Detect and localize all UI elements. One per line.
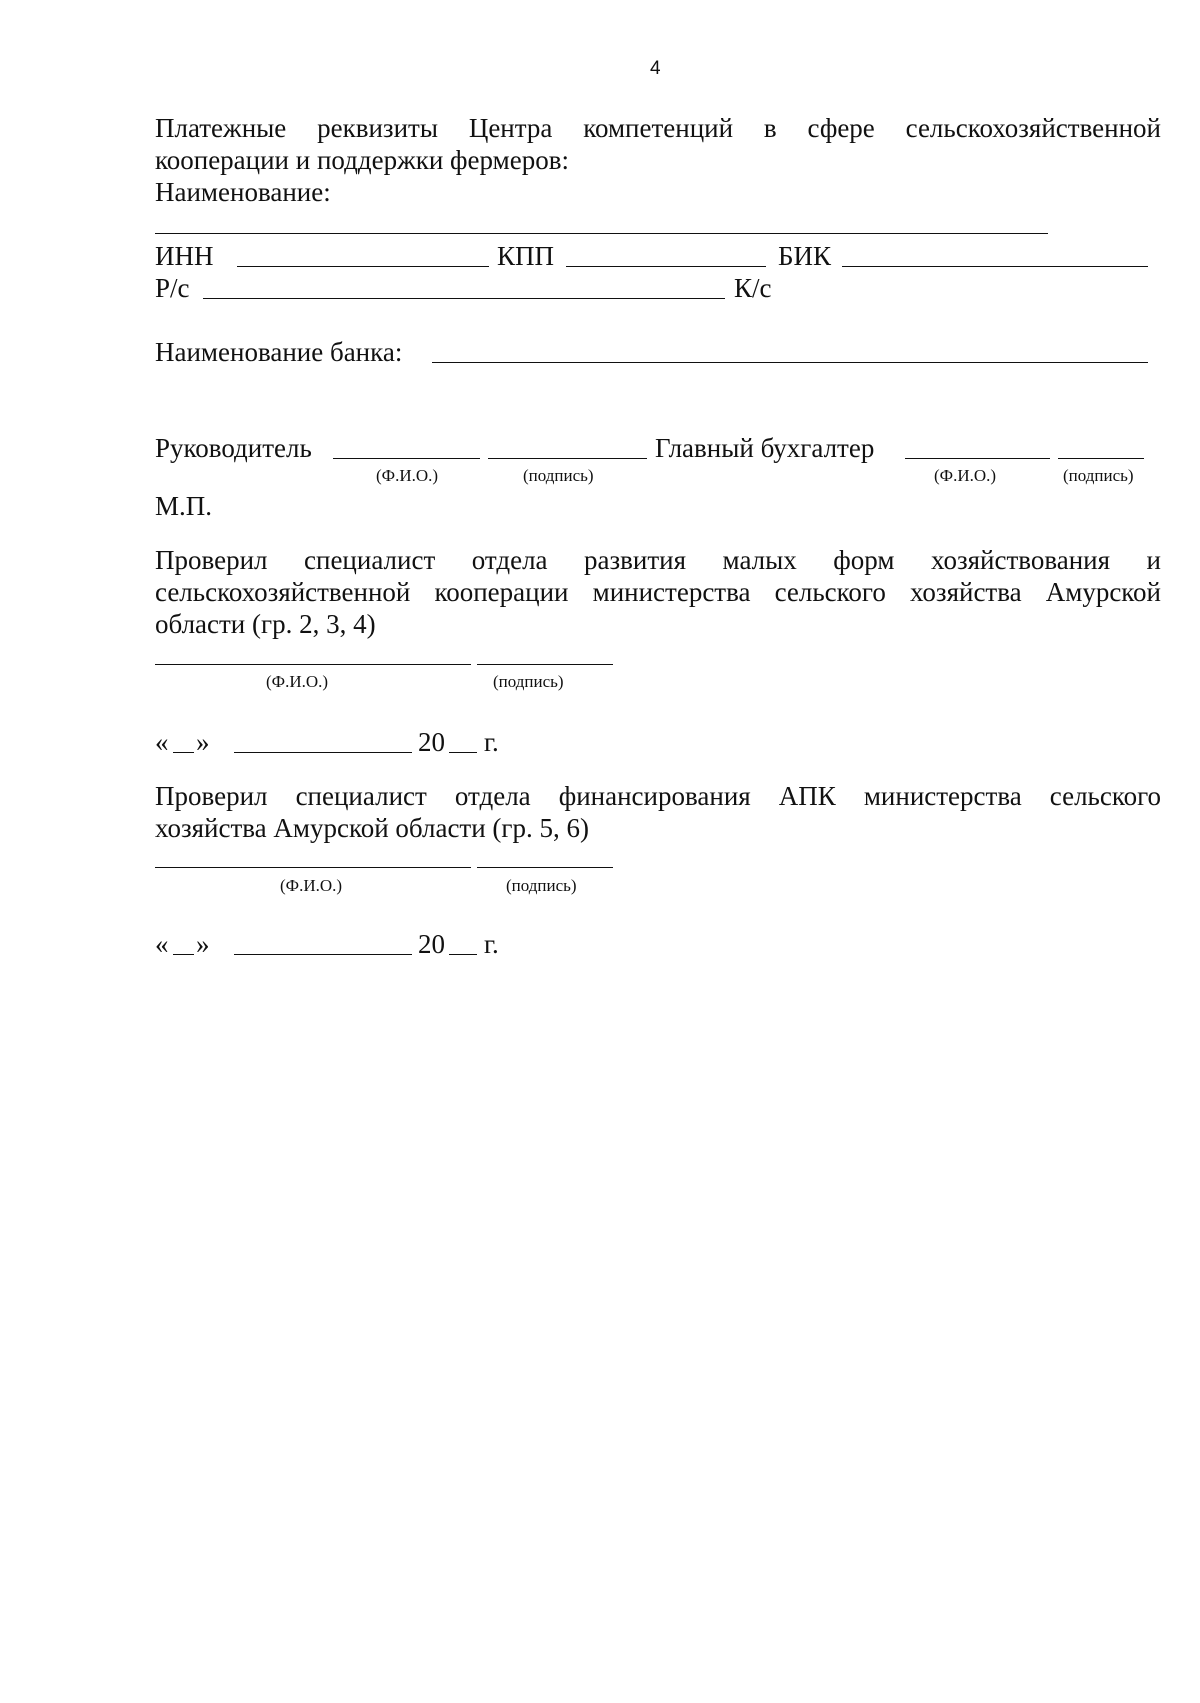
check1-date-year: 20 xyxy=(418,727,445,757)
check2-date-month-blank[interactable] xyxy=(234,954,412,955)
header-line-2: кооперации и поддержки фермеров: xyxy=(155,145,569,175)
check1-signature-blank[interactable] xyxy=(477,664,613,665)
check1-date-close-quote: » xyxy=(196,727,210,757)
bank-blank[interactable] xyxy=(432,362,1148,363)
accountant-fio-blank[interactable] xyxy=(905,458,1050,459)
check1-line-3: области (гр. 2, 3, 4) xyxy=(155,609,376,639)
name-label: Наименование: xyxy=(155,177,331,207)
accountant-signature-caption: (подпись) xyxy=(1063,466,1134,485)
inn-label: ИНН xyxy=(155,241,214,271)
check1-line-1: Проверил специалист отдела развития малых форм хозяйствования и xyxy=(155,545,1161,575)
ks-label: К/с xyxy=(734,273,772,303)
stamp-label: М.П. xyxy=(155,491,213,521)
check1-date-month-blank[interactable] xyxy=(234,752,412,753)
check2-date-suffix: г. xyxy=(484,929,499,959)
header-line-1: Платежные реквизиты Центра компетенций в сфере сельскохозяйственной xyxy=(155,113,1161,143)
check1-date-year-blank[interactable] xyxy=(449,752,477,753)
head-signature-blank[interactable] xyxy=(488,458,647,459)
check2-fio-caption: (Ф.И.О.) xyxy=(280,876,343,895)
inn-blank[interactable] xyxy=(237,266,489,267)
check1-fio-blank[interactable] xyxy=(155,664,471,665)
check2-signature-blank[interactable] xyxy=(477,867,613,868)
check1-line-2: сельскохозяйственной кооперации министерства сельского хозяйства Амурской xyxy=(155,577,1161,607)
head-fio-blank[interactable] xyxy=(333,458,480,459)
check1-fio-caption: (Ф.И.О.) xyxy=(266,672,329,691)
accountant-fio-caption: (Ф.И.О.) xyxy=(934,466,997,485)
rs-label: Р/с xyxy=(155,273,190,303)
page-number: 4 xyxy=(650,58,661,79)
kpp-label: КПП xyxy=(497,241,555,271)
check2-fio-blank[interactable] xyxy=(155,867,471,868)
check1-date-suffix: г. xyxy=(484,727,499,757)
bik-label: БИК xyxy=(778,241,832,271)
kpp-blank[interactable] xyxy=(566,266,766,267)
check2-line-2: хозяйства Амурской области (гр. 5, 6) xyxy=(155,813,589,843)
check2-date-year: 20 xyxy=(418,929,445,959)
check1-signature-caption: (подпись) xyxy=(493,672,564,691)
rs-blank[interactable] xyxy=(203,298,725,299)
check2-date-open-quote: « xyxy=(155,929,169,959)
bank-label: Наименование банка: xyxy=(155,337,403,367)
head-signature-caption: (подпись) xyxy=(523,466,594,485)
check2-line-1: Проверил специалист отдела финансирования АПК министерства сельского xyxy=(155,781,1161,811)
head-label: Руководитель xyxy=(155,433,312,463)
head-fio-caption: (Ф.И.О.) xyxy=(376,466,439,485)
check2-signature-caption: (подпись) xyxy=(506,876,577,895)
check2-date-close-quote: » xyxy=(196,929,210,959)
name-blank[interactable] xyxy=(155,233,1048,234)
bik-blank[interactable] xyxy=(842,266,1148,267)
check2-date-day-blank[interactable] xyxy=(173,954,194,955)
check2-date-year-blank[interactable] xyxy=(449,954,477,955)
check1-date-day-blank[interactable] xyxy=(173,752,194,753)
accountant-label: Главный бухгалтер xyxy=(655,433,875,463)
accountant-signature-blank[interactable] xyxy=(1058,458,1144,459)
check1-date-open-quote: « xyxy=(155,727,169,757)
